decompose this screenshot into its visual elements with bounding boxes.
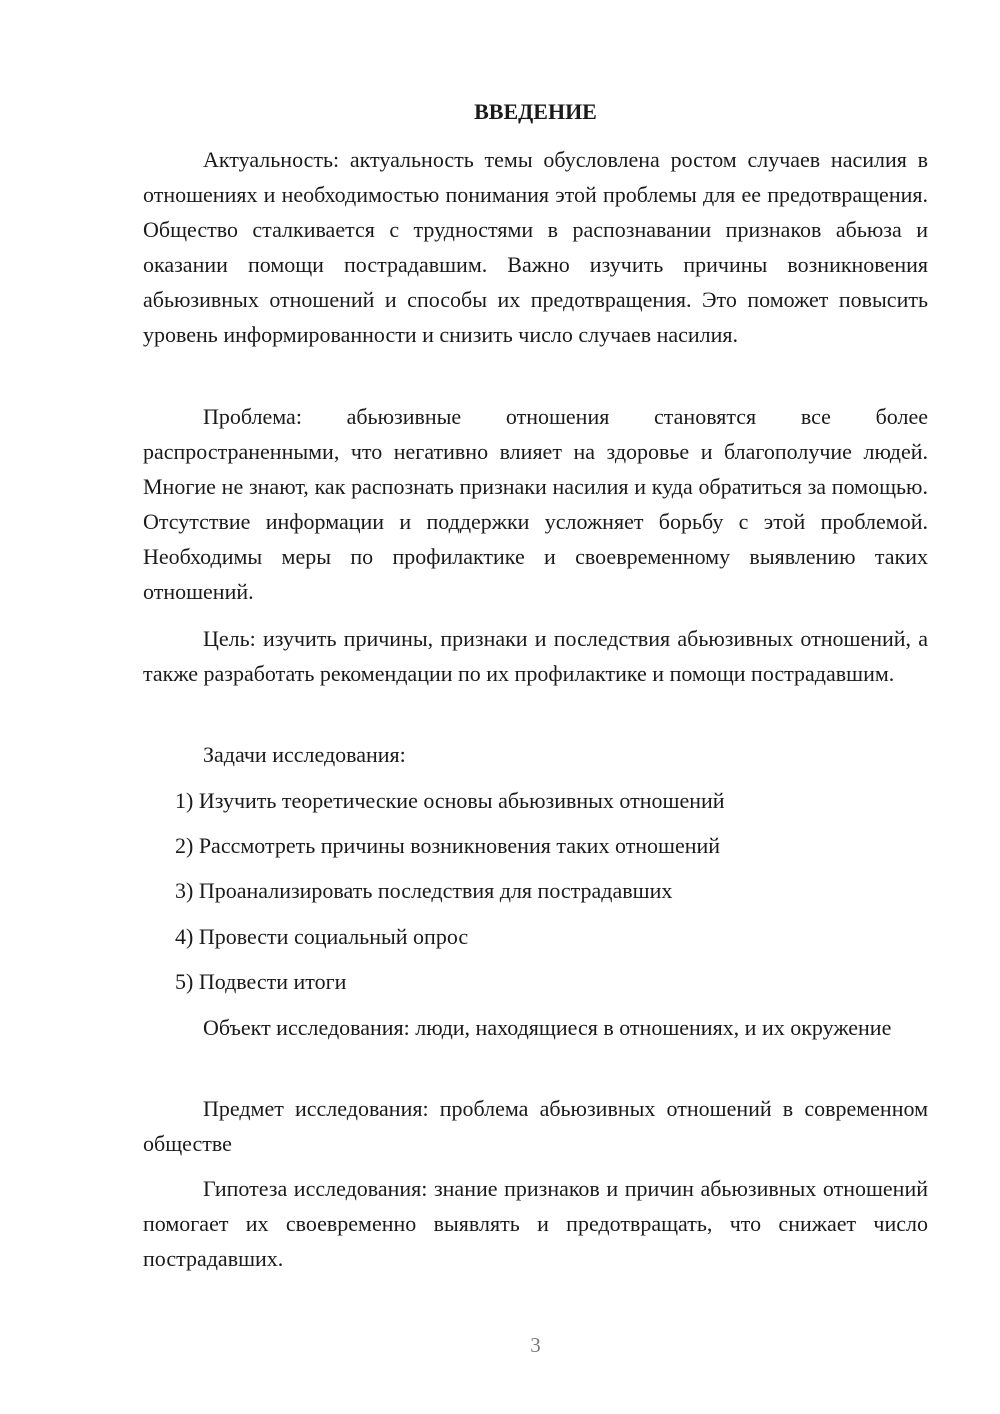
- page-number: 3: [530, 1333, 541, 1357]
- task-item: 1) Изучить теоретические основы абьюзивных отношений: [175, 788, 725, 813]
- subject-paragraph: Предмет исследования: проблема абьюзивных отношений в современном обществе: [143, 1096, 928, 1156]
- task-item: 5) Подвести итоги: [175, 969, 347, 994]
- goal-paragraph: Цель: изучить причины, признаки и последствия абьюзивных отношений, а также разработать рекомендации по их профилактике и помощи пострадавшим.: [143, 626, 928, 686]
- object-paragraph: Объект исследования: люди, находящиеся в отношениях, и их окружение: [203, 1015, 892, 1040]
- task-item: 4) Провести социальный опрос: [175, 924, 469, 949]
- tasks-label: Задачи исследования:: [203, 742, 406, 767]
- task-item: 3) Проанализировать последствия для пострадавших: [175, 878, 673, 903]
- problem-paragraph: Проблема: абьюзивные отношения становятся все более распространенными, что негативно влияет на здоровье и благополучие людей. Многие не знают, как распознать признаки насилия и куда обратиться за помощью. Отсутствие информации и поддержки усложняет борьбу с этой проблемой. Необходимы меры по профилактике и своевременному выявлению таких отношений.: [143, 404, 928, 604]
- page-title: ВВЕДЕНИЕ: [474, 99, 597, 124]
- task-item: 2) Рассмотреть причины возникновения таких отношений: [175, 833, 721, 858]
- hypothesis-paragraph: Гипотеза исследования: знание признаков и причин абьюзивных отношений помогает их своевременно выявлять и предотвращать, что снижает число пострадавших.: [143, 1176, 928, 1271]
- relevance-paragraph: Актуальность: актуальность темы обусловлена ростом случаев насилия в отношениях и необходимостью понимания этой проблемы для ее предотвращения. Общество сталкивается с трудностями в распознавании признаков абьюза и оказании помощи пострадавшим. Важно изучить причины возникновения абьюзивных отношений и способы их предотвращения. Это поможет повысить уровень информированности и снизить число случаев насилия.: [143, 147, 928, 347]
